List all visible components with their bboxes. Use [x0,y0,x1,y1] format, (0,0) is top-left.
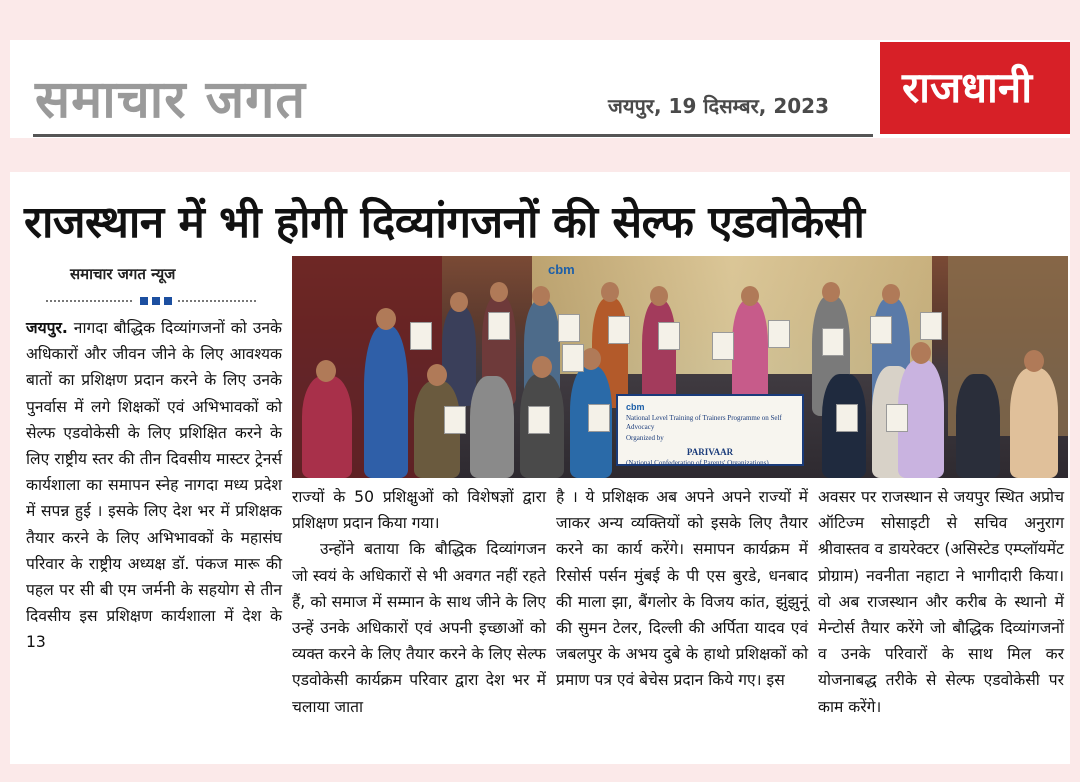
issue-date: जयपुर, 19 दिसम्बर, 2023 [608,94,829,118]
banner-organization: PARIVAAR [686,447,734,457]
newspaper-title: समाचार जगत [35,70,307,130]
article-column-1 [26,315,282,656]
cbm-logo: cbm [548,262,575,277]
column-3-text: है । ये प्रशिक्षक अब अपने अपने राज्यों में जाकर अन्य व्यक्तियों को इसके लिए तैयार करने का कार्य करेंगे। समापन कार्यक्रम में रिसोर्स पर्सन मुंबई के पी एस बुरडे, धनबाद की माला झा, बैंगलोर के विजय कांत, झुंझुनूं की सुमन टेलर, दिल्ली की अर्पिता यादव एवं जबलपुर के अभय दुबे के हाथो प्रशिक्षकों को प्रमाण पत्र एवं बेचेस प्रदान किये गए। इस [556,488,808,690]
article-headline: राजस्थान में भी होगी दिव्यांगजनों की सेल्फ एडवोकेसी [24,197,865,248]
column-4-text: अवसर पर राजस्थान से जयपुर स्थित अप्रोच ऑटिज्म सोसाइटी से सचिव अनुराग श्रीवास्तव व डायरेक्टर (असिस्टेड एम्प्लॉयमेंट प्रोग्राम) नवनीता नहाटा ने भागीदारी किया। वो अब राजस्थान और करीब के स्थानो में मेन्टोर्स तैयार करेंगे जो बौद्धिक दिव्यांगजनों व उनके परिवारों के साथ मिल कर योजनाबद्ध तरीके से सेल्फ एडवोकेसी पर काम करेंगे। [818,488,1064,716]
byline: समाचार जगत न्यूज [70,265,176,283]
event-banner [616,394,804,466]
banner-programme: National Level Training of Trainers Programme on Self Advocacy [626,414,782,431]
masthead [10,40,1070,138]
article-page [10,172,1070,764]
article-column-3 [556,484,808,694]
group-photo [292,256,1068,478]
banner-cbm-logo: cbm [626,402,645,412]
section-tag: राजधानी [880,42,1070,134]
banner-organized-by: Organized by [626,434,664,442]
column-1-text: नागदा बौद्धिक दिव्यांगजनों को उनके अधिकारों और जीवन जीने के लिए आवश्यक बातों का प्रशिक्षण प्रदान करने के लिए उनके पुनर्वास में लगे शिक्षकों एवं अभिभावकों को सेल्फ एडवोकेसी के लिए प्रशिक्षित करने के लिए राष्ट्रीय स्तर की तीन दिवसीय मास्टर ट्रेनर्स कार्यशाला का समापन स्नेह नागदा मध्य प्रदेश में सपन्न हुई । इसके लिए देश भर में प्रशिक्षक तैयार करने के लिए अभिभावकों के महासंघ परिवार के राष्ट्रीय अध्यक्ष डॉ. पंकज मारू की पहल पर सी बी एम जर्मनी के सहयोग से तीन दिवसीय इस प्रशिक्षण कार्यशाला में देश के 13 [26,319,282,652]
banner-organization-full: (National Confederation of Parents' Organizations) [626,459,769,467]
article-column-4 [818,484,1064,720]
column-2-text-a: राज्यों के 50 प्रशिक्षुओं को विशेषज्ञों द्वारा प्रशिक्षण प्रदान किया गया। [292,488,546,533]
masthead-rule [33,134,873,137]
article-column-2 [292,484,546,720]
divider-ornament-icon [134,296,178,306]
dateline: जयपुर. [26,319,68,337]
column-2-text-b: उन्होंने बताया कि बौद्धिक दिव्यांगजन जो स्वयं के अधिकारों से भी अवगत नहीं रहते हैं, को समाज में सम्मान के साथ जीने के लिए उन्हें उनके अधिकारों एवं अपनी इच्छाओं को व्यक्त करने के लिए तैयार करने के लिए सेल्फ एडवोकेसी कार्यक्रम परिवार द्वारा देश भर में चलाया जाता [292,540,546,716]
